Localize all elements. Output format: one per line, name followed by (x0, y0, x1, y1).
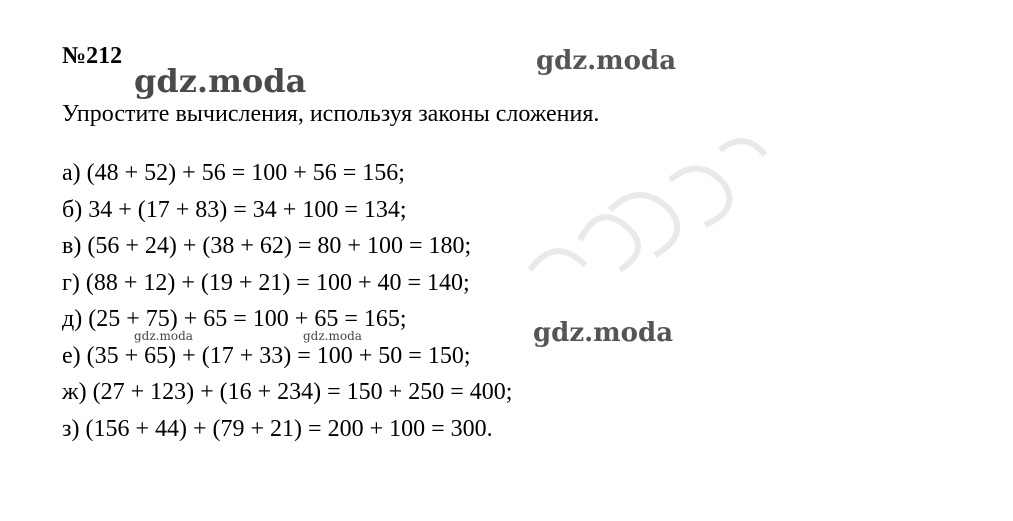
watermark-small: gdz.moda (303, 329, 362, 343)
solution-line: в) (56 + 24) + (38 + 62) = 80 + 100 = 180; (62, 233, 472, 259)
watermark-logo: gdz.moda (536, 46, 677, 76)
solution-line: з) (156 + 44) + (79 + 21) = 200 + 100 = 300. (62, 415, 493, 442)
solution-list (62, 155, 512, 447)
solution-line: б) 34 + (17 + 83) = 34 + 100 = 134; (62, 196, 407, 223)
problem-number: №212 (62, 43, 123, 69)
solution-line: а) (48 + 52) + 56 = 100 + 56 = 156; (62, 160, 405, 186)
solution-line: е) (35 + 65) + (17 + 33) = 100 + 50 = 150; (62, 342, 471, 369)
watermark-logo: gdz.moda (134, 62, 307, 100)
solution-line: г) (88 + 12) + (19 + 21) = 100 + 40 = 140; (62, 269, 470, 296)
watermark-logo: gdz.moda (533, 318, 674, 348)
solution-line: ж) (27 + 123) + (16 + 234) = 150 + 250 = 400; (62, 379, 513, 405)
solution-line: д) (25 + 75) + 65 = 100 + 65 = 165; (62, 306, 407, 332)
task-statement: Упростите вычисления, используя законы сложения. (62, 101, 600, 127)
watermark-small: gdz.moda (134, 329, 193, 343)
